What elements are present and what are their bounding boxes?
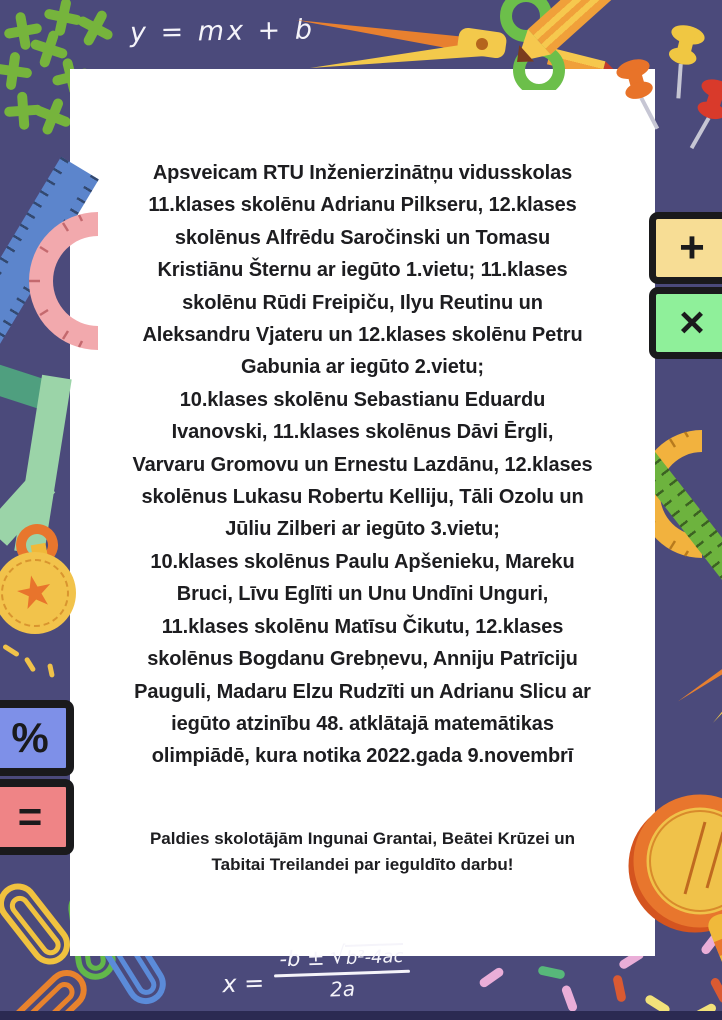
text-line: Tabitai Treilandei par ieguldīto darbu!	[211, 854, 514, 874]
text-line: Varvaru Gromovu un Ernestu Lazdānu, 12.klases	[132, 453, 593, 476]
text-line: 11.klases skolēnu Adrianu Pilkseru, 12.klases	[148, 194, 577, 217]
calc-percent-key: %	[0, 700, 74, 776]
sprinkle	[561, 984, 579, 1012]
text-line: skolēnus Lukasu Robertu Kelliju, Tāli Ozolu un	[141, 486, 584, 509]
text-line: 10.klases skolēnus Paulu Apšenieku, Mareku	[150, 550, 575, 573]
calculator-keys	[0, 700, 74, 855]
quadratic-formula-text	[221, 940, 411, 1006]
calc-multiply-key: ×	[649, 287, 722, 359]
protractor-icon	[20, 206, 104, 358]
text-line: Jūliu Zilberi ar iegūto 3.vietu;	[225, 518, 500, 541]
medal-icon	[0, 552, 76, 634]
text-line: iegūto atzinību 48. atklātajā matemātikas	[171, 712, 554, 735]
formula-numerator-prefix: -b ±	[278, 945, 325, 972]
text-line: Bruci, Līvu Eglīti un Unu Undīni Unguri,	[176, 583, 549, 606]
medal-ray	[47, 663, 55, 678]
text-line: Ivanovski, 11.klases skolēnus Dāvi Ērgli,	[171, 421, 554, 444]
text-line: skolēnu Rūdi Freipiču, Ilyu Reutinu un	[182, 291, 543, 314]
sprinkle	[478, 966, 505, 989]
text-line: 11.klases skolēnu Matīsu Čikutu, 12.klases	[161, 615, 564, 638]
footer-bar	[0, 1011, 722, 1020]
text-line: Apsveicam RTU Inženierzinātņu vidusskolas	[152, 162, 573, 184]
radicand: b²-4ac	[345, 943, 403, 969]
calculator-keys	[649, 212, 722, 359]
text-line: skolēnus Alfrēdu Saročinski un Tomasu	[174, 226, 551, 249]
text-line: olimpiādē, kura notika 2022.gada 9.novembrī	[151, 745, 574, 768]
square-root	[330, 940, 404, 970]
announcement-text	[70, 157, 655, 773]
thanks-text	[70, 826, 655, 878]
plus-sign-icon	[0, 50, 34, 93]
medal-ray	[2, 644, 20, 658]
linear-equation-text: y = mx + b	[129, 14, 316, 49]
formula-fraction	[273, 940, 411, 1004]
text-line: Kristiānu Šternu ar iegūto 1.vietu; 11.klases	[157, 259, 568, 282]
radical-sign: √	[330, 940, 347, 970]
sprinkle	[537, 965, 565, 979]
text-line: Pauguli, Madaru Elzu Rudzīti un Adrianu Slicu ar	[134, 680, 591, 703]
formula-lhs: x =	[221, 968, 265, 999]
magnifying-glass-icon	[615, 786, 722, 1020]
paperclip-icon	[0, 875, 78, 972]
calc-plus-key: +	[649, 212, 722, 284]
announcement-panel	[70, 69, 655, 956]
text-line: Gabunia ar iegūto 2.vietu;	[241, 356, 484, 379]
star-icon: ★	[10, 564, 60, 621]
plus-sign-icon	[3, 91, 37, 125]
calc-equals-key: =	[0, 779, 74, 855]
text-line: skolēnus Bogdanu Grebņevu, Anniju Patrīciju	[147, 648, 578, 671]
text-line: Paldies skolotājām Ingunai Grantai, Beātei Krūzei un	[149, 828, 576, 848]
text-line: Aleksandru Vjateru un 12.klases skolēnu Petru	[142, 324, 583, 347]
formula-denominator: 2a	[329, 976, 356, 1002]
medal-ray	[24, 656, 37, 672]
text-line: 10.klases skolēnu Sebastianu Eduardu	[179, 388, 546, 411]
